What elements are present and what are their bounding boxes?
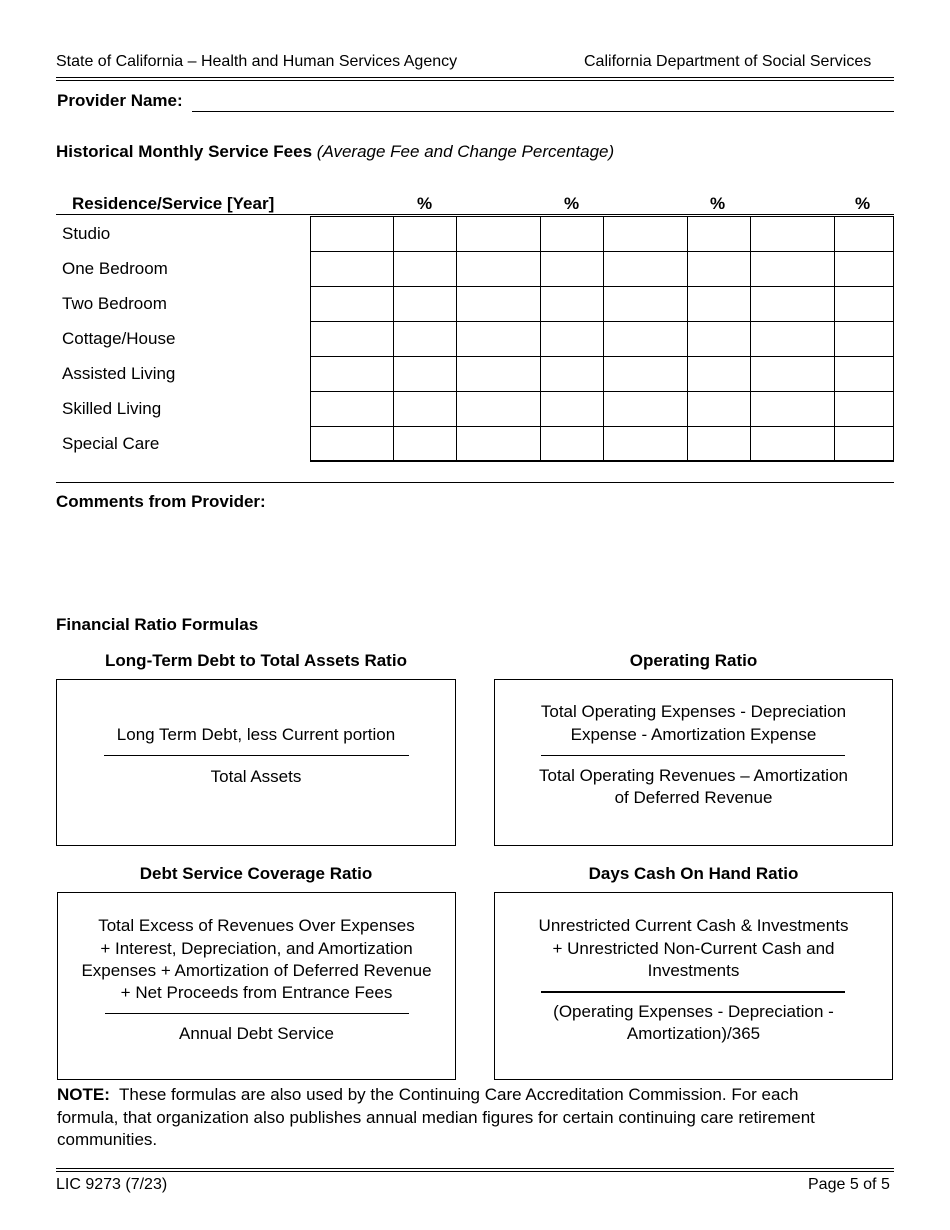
- note-text-1: These formulas are also used by the Continuing Care Accreditation Commission. For each: [119, 1085, 799, 1104]
- fee-cell[interactable]: [687, 216, 751, 252]
- dcoh-title: Days Cash On Hand Ratio: [588, 864, 799, 883]
- fee-cell[interactable]: [456, 426, 541, 462]
- fee-cell[interactable]: [687, 426, 751, 462]
- table-header-rule: [56, 214, 894, 215]
- fee-cell[interactable]: [750, 321, 835, 357]
- fee-cell[interactable]: [456, 216, 541, 252]
- fee-cell[interactable]: [456, 286, 541, 322]
- operating-title: Operating Ratio: [629, 651, 758, 670]
- dcoh-numerator-2: + Unrestricted Non-Current Cash and: [552, 939, 835, 958]
- ltd-title: Long-Term Debt to Total Assets Ratio: [105, 651, 407, 670]
- fee-cell[interactable]: [687, 356, 751, 392]
- fee-cell[interactable]: [750, 426, 835, 462]
- dcoh-fraction-line: [541, 991, 845, 993]
- provider-name-label: Provider Name:: [57, 91, 183, 110]
- dcoh-numerator-3: Investments: [647, 961, 740, 980]
- fee-cell[interactable]: [603, 321, 688, 357]
- fee-cell[interactable]: [834, 321, 894, 357]
- fee-cell[interactable]: [750, 251, 835, 287]
- comments-field[interactable]: [56, 516, 894, 606]
- fee-cell[interactable]: [687, 321, 751, 357]
- page-number: Page 5 of 5: [808, 1176, 890, 1193]
- fee-cell[interactable]: [834, 356, 894, 392]
- dsc-numerator-3: Expenses + Amortization of Deferred Revenue: [81, 961, 432, 980]
- dsc-numerator-2: + Interest, Depreciation, and Amortization: [100, 939, 413, 958]
- comments-label: Comments from Provider:: [56, 492, 266, 511]
- fee-cell[interactable]: [310, 391, 394, 427]
- residence-service-header: Residence/Service [Year]: [72, 194, 275, 213]
- operating-fraction-line: [541, 755, 845, 756]
- fee-cell[interactable]: [750, 356, 835, 392]
- row-label-special-care: Special Care: [62, 434, 160, 453]
- form-number: LIC 9273 (7/23): [56, 1176, 168, 1193]
- operating-denominator-1: Total Operating Revenues – Amortization: [538, 766, 848, 785]
- note-label: NOTE:: [57, 1085, 110, 1104]
- fee-cell[interactable]: [393, 286, 457, 322]
- ltd-numerator: Long Term Debt, less Current portion: [116, 725, 396, 744]
- fee-cell[interactable]: [540, 356, 604, 392]
- fee-cell[interactable]: [456, 251, 541, 287]
- fee-cell[interactable]: [393, 321, 457, 357]
- fee-cell[interactable]: [540, 251, 604, 287]
- fee-cell[interactable]: [834, 286, 894, 322]
- fee-cell[interactable]: [310, 216, 394, 252]
- fee-cell[interactable]: [310, 321, 394, 357]
- department-name: California Department of Social Services: [584, 53, 872, 70]
- dsc-title: Debt Service Coverage Ratio: [139, 864, 373, 883]
- row-label-studio: Studio: [62, 224, 111, 243]
- row-label-assisted-living: Assisted Living: [62, 364, 176, 383]
- fee-cell[interactable]: [687, 391, 751, 427]
- operating-numerator-1: Total Operating Expenses - Depreciation: [540, 702, 847, 721]
- operating-numerator-2: Expense - Amortization Expense: [570, 725, 817, 744]
- dcoh-denominator-1: (Operating Expenses - Depreciation -: [553, 1002, 834, 1021]
- fee-cell[interactable]: [687, 251, 751, 287]
- formulas-title: Financial Ratio Formulas: [56, 615, 259, 634]
- fee-cell[interactable]: [687, 286, 751, 322]
- provider-name-field[interactable]: [192, 111, 894, 112]
- row-label-one-bedroom: One Bedroom: [62, 259, 168, 278]
- footer-rule-top: [56, 1168, 894, 1169]
- operating-denominator-2: of Deferred Revenue: [614, 788, 773, 807]
- note: [57, 1084, 897, 1152]
- pct-header-3: %: [710, 194, 726, 213]
- fees-title-bold: Historical Monthly Service Fees: [56, 142, 313, 161]
- fee-cell[interactable]: [603, 216, 688, 252]
- fee-cell[interactable]: [310, 356, 394, 392]
- footer-rule-bottom: [56, 1171, 894, 1172]
- note-line-3: communities.: [57, 1130, 158, 1149]
- fee-cell[interactable]: [750, 216, 835, 252]
- fee-cell[interactable]: [393, 356, 457, 392]
- dsc-denominator: Annual Debt Service: [179, 1024, 334, 1043]
- comments-rule: [56, 482, 894, 483]
- row-label-skilled-living: Skilled Living: [62, 399, 162, 418]
- pct-header-1: %: [417, 194, 433, 213]
- fee-cell[interactable]: [603, 286, 688, 322]
- fee-cell[interactable]: [456, 391, 541, 427]
- fee-cell[interactable]: [834, 216, 894, 252]
- fee-cell[interactable]: [393, 251, 457, 287]
- fee-cell[interactable]: [834, 391, 894, 427]
- fee-cell[interactable]: [393, 426, 457, 462]
- fee-cell[interactable]: [310, 426, 394, 462]
- agency-name: State of California – Health and Human Services Agency: [56, 53, 458, 70]
- dcoh-numerator-1: Unrestricted Current Cash & Investments: [538, 916, 849, 935]
- fee-cell[interactable]: [834, 426, 894, 462]
- pct-header-2: %: [564, 194, 580, 213]
- fee-cell[interactable]: [540, 391, 604, 427]
- fee-cell[interactable]: [540, 321, 604, 357]
- fee-cell[interactable]: [540, 216, 604, 252]
- fee-cell[interactable]: [750, 286, 835, 322]
- fee-cell[interactable]: [603, 356, 688, 392]
- fee-cell[interactable]: [456, 356, 541, 392]
- row-label-cottage-house: Cottage/House: [62, 329, 176, 348]
- row-label-two-bedroom: Two Bedroom: [62, 294, 167, 313]
- fee-cell[interactable]: [834, 251, 894, 287]
- dsc-numerator-4: + Net Proceeds from Entrance Fees: [120, 983, 393, 1002]
- dsc-fraction-line: [105, 1013, 409, 1014]
- fees-section-title: [56, 142, 614, 162]
- fee-cell[interactable]: [310, 286, 394, 322]
- dsc-numerator-1: Total Excess of Revenues Over Expenses: [98, 916, 415, 935]
- ltd-denominator: Total Assets: [210, 767, 302, 786]
- note-line-2: formula, that organization also publishes annual median figures for certain continuing care retirement: [57, 1107, 815, 1127]
- fee-cell[interactable]: [456, 321, 541, 357]
- fee-cell[interactable]: [393, 391, 457, 427]
- fee-cell[interactable]: [540, 286, 604, 322]
- fee-cell[interactable]: [750, 391, 835, 427]
- fee-cell[interactable]: [603, 251, 688, 287]
- header-rule-top: [56, 77, 894, 78]
- fee-cell[interactable]: [540, 426, 604, 462]
- header-rule-bottom: [56, 80, 894, 81]
- fee-cell[interactable]: [603, 426, 688, 462]
- ltd-fraction-line: [104, 755, 409, 756]
- fees-title-italic: (Average Fee and Change Percentage): [316, 142, 615, 161]
- note-line-1: [57, 1084, 897, 1107]
- fee-cell[interactable]: [310, 251, 394, 287]
- fee-cell[interactable]: [393, 216, 457, 252]
- pct-header-4: %: [855, 194, 871, 213]
- dcoh-denominator-2: Amortization)/365: [626, 1024, 761, 1043]
- ltd-box: [56, 679, 456, 846]
- fee-cell[interactable]: [603, 391, 688, 427]
